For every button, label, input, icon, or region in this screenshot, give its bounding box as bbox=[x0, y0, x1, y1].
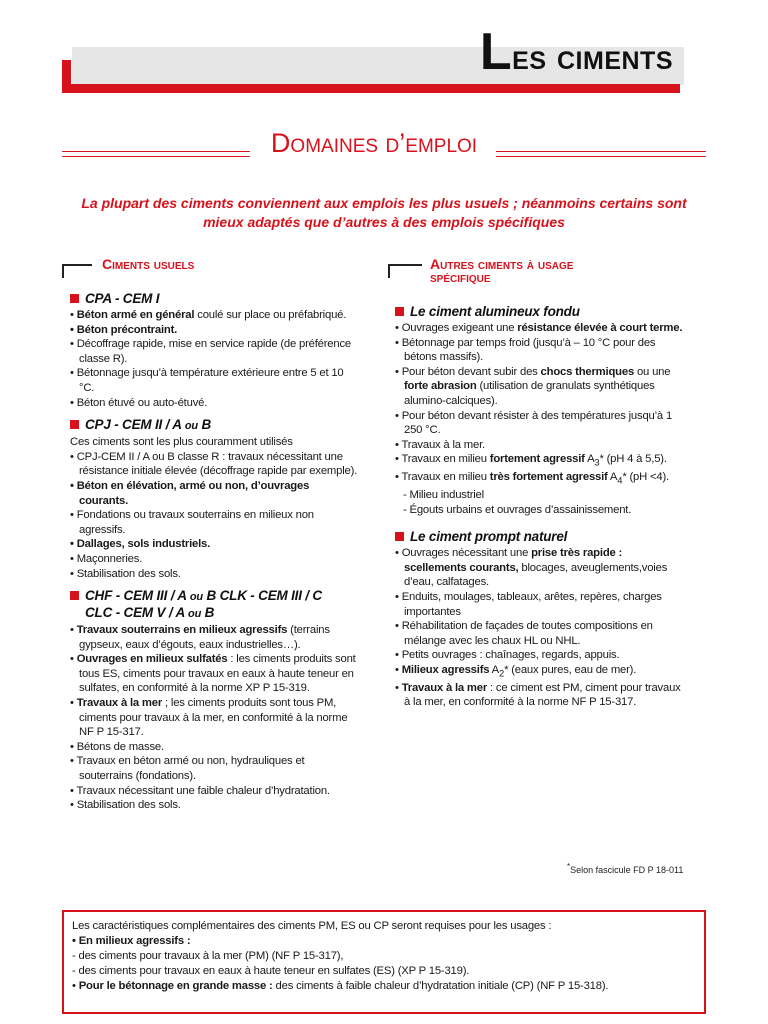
list-item: • Travaux en milieu fortement agressif $A_3*$ (pH 4 à 5,5). bbox=[395, 452, 687, 470]
list-item: • Travaux nécessitant une faible chaleur d’hydratation. bbox=[70, 784, 358, 799]
left-heading-tick bbox=[62, 264, 64, 278]
group-title-chf: CHF - CEM III / A ou B CLK - CEM III / C CLC - CEM V / A ou B bbox=[70, 588, 358, 622]
square-bullet-icon bbox=[70, 591, 79, 600]
list-item: • Travaux en béton armé ou non, hydrauliques et souterrains (fondations). bbox=[70, 754, 358, 783]
list-item: • Béton en élévation, armé ou non, d’ouvrages courants. bbox=[70, 479, 358, 508]
group-title-cpj: CPJ - CEM II / A ou B bbox=[70, 417, 358, 434]
group-title-prompt: Le ciment prompt naturel bbox=[395, 529, 687, 545]
box-line: • Pour le bétonnage en grande masse : des ciments à faible chaleur d’hydratation initiale (CP) (NF P 15-318). bbox=[72, 979, 696, 994]
list-item: • Pour béton devant résister à des températures jusqu’à 1 250 °C. bbox=[395, 409, 687, 438]
list-item: • Bétonnage jusqu’à température extérieure entre 5 et 10 °C. bbox=[70, 366, 358, 395]
left-column bbox=[70, 291, 358, 813]
intro-text: La plupart des ciments conviennent aux emplois les plus usuels ; néanmoins certains sont mieux adaptés que d’autres à des emplois spécifiques bbox=[81, 195, 687, 230]
list-item: • CPJ-CEM II / A ou B classe R : travaux nécessitant une résistance initiale élevée (décoffrage rapide par exemple). bbox=[70, 450, 358, 479]
box-line: Les caractéristiques complémentaires des ciments PM, ES ou CP seront requises pour les usages : bbox=[72, 920, 552, 932]
list-item: • Bétons de masse. bbox=[70, 740, 358, 755]
list-item: • Travaux à la mer : ce ciment est PM, ciment pour travaux à la mer, en conformité à la norme NF P 15-317. bbox=[395, 681, 687, 710]
list-item: • Travaux souterrains en milieux agressifs (terrains gypseux, eaux d’égouts, eaux industrielles…). bbox=[70, 623, 358, 652]
list-item: • Béton précontraint. bbox=[70, 323, 358, 338]
section-rule-right bbox=[496, 151, 706, 157]
list-item: • Travaux en milieu très fortement agressif $A_4*$ (pH <4). bbox=[395, 470, 687, 488]
list-item: • Béton étuvé ou auto-étuvé. bbox=[70, 396, 358, 411]
list-item: • Petits ouvrages : chaînages, regards, appuis. bbox=[395, 648, 687, 663]
list-item: • Maçonneries. bbox=[70, 552, 358, 567]
info-box bbox=[62, 910, 706, 1014]
box-line: • En milieux agressifs : bbox=[72, 934, 696, 949]
right-column-heading: Autres ciments à usage spécifique bbox=[430, 256, 574, 285]
section-title: Domaines d’emploi bbox=[270, 128, 478, 158]
box-line: - des ciments pour travaux en eaux à haute teneur en sulfates (ES) (XP P 15-319). bbox=[72, 965, 470, 977]
square-bullet-icon bbox=[395, 532, 404, 541]
footnote: *Selon fascicule FD P 18-011 bbox=[567, 862, 684, 875]
section-rule-left bbox=[62, 151, 250, 157]
list-item: • Dallages, sols industriels. bbox=[70, 537, 358, 552]
list-item: • Milieux agressifs $A_2*$ (eaux pures, eau de mer). bbox=[395, 663, 687, 681]
list-item: • Béton armé en général coulé sur place ou préfabriqué. bbox=[70, 308, 358, 323]
square-bullet-icon bbox=[395, 307, 404, 316]
sub-item: - Égouts urbains et ouvrages d’assainissement. bbox=[403, 503, 632, 516]
right-heading-rule bbox=[388, 264, 422, 266]
list-item: • Travaux à la mer. bbox=[395, 438, 687, 453]
list-item: • Bétonnage par temps froid (jusqu’à – 10 °C pour des bétons massifs). bbox=[395, 336, 687, 365]
square-bullet-icon bbox=[70, 294, 79, 303]
left-column-heading: Ciments usuels bbox=[102, 256, 195, 272]
list-item: • Enduits, moulages, tableaux, arêtes, repères, charges importantes bbox=[395, 590, 687, 619]
square-bullet-icon bbox=[70, 420, 79, 429]
page-title: Les ciments bbox=[479, 23, 673, 81]
list-item: • Stabilisation des sols. bbox=[70, 567, 358, 582]
right-column bbox=[395, 304, 687, 710]
group-title-cpa: CPA - CEM I bbox=[70, 291, 358, 307]
box-line: - des ciments pour travaux à la mer (PM) (NF P 15-317), bbox=[72, 950, 344, 962]
list-item: • Réhabilitation de façades de toutes compositions en mélange avec les chaux HL ou NHL. bbox=[395, 619, 687, 648]
group-title-alumineux: Le ciment alumineux fondu bbox=[395, 304, 687, 320]
list-item: • Travaux à la mer ; les ciments produits sont tous PM, ciments pour travaux à la mer, en conformité à la norme NF P 15-317. bbox=[70, 696, 358, 740]
list-item: • Fondations ou travaux souterrains en milieux non agressifs. bbox=[70, 508, 358, 537]
list-item: • Pour béton devant subir des chocs thermiques ou une forte abrasion (utilisation de granulats synthétiques alumino-calciques). bbox=[395, 365, 687, 409]
right-heading-tick bbox=[388, 264, 390, 278]
header-accent-horizontal bbox=[62, 84, 680, 93]
sub-item: - Milieu industriel bbox=[403, 489, 484, 502]
group-lead: Ces ciments sont les plus couramment utilisés bbox=[70, 436, 293, 449]
list-item: • Ouvrages nécessitant une prise très rapide : scellements courants, blocages, aveuglements,voies d’eau, calfatages. bbox=[395, 546, 687, 590]
list-item: • Ouvrages en milieux sulfatés : les ciments produits sont tous ES, ciments pour travaux en eaux à haute teneur en sulfates, en conformité à la norme XP P 15-319. bbox=[70, 652, 358, 696]
left-heading-rule bbox=[62, 264, 92, 266]
list-item: • Stabilisation des sols. bbox=[70, 798, 358, 813]
list-item: • Décoffrage rapide, mise en service rapide (de préférence classe R). bbox=[70, 337, 358, 366]
list-item: • Ouvrages exigeant une résistance élevée à court terme. bbox=[395, 321, 687, 336]
